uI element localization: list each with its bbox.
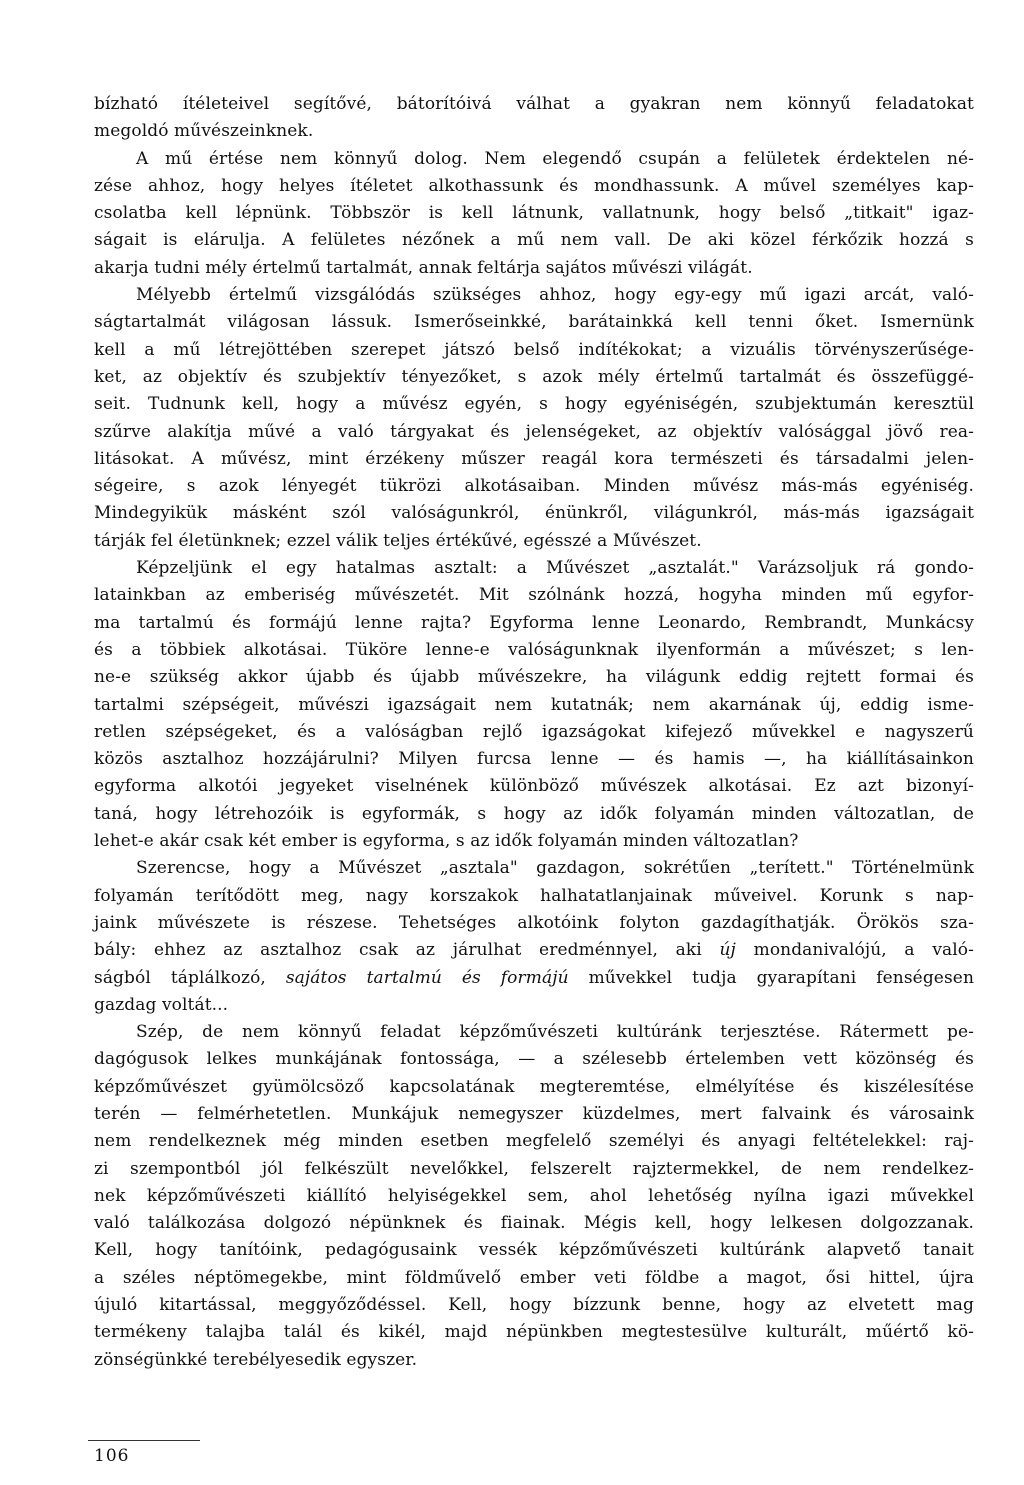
- text-line: ságait is elárulja. A felületes nézőnek a mű nem vall. De aki közel férkőzik hozzá s: [94, 230, 974, 251]
- text-line: Kell, hogy tanítóink, pedagógusaink vessék képzőművészeti kultúránk alapvető tanait: [94, 1240, 974, 1261]
- text-line: ságból táplálkozó, sajátos tartalmú és formájú művekkel tudja gyarapítani fenségesen: [94, 967, 974, 988]
- text-line: Mindegyikük másként szól valóságunkról, énünkről, világunkról, más-más igazságait: [94, 503, 974, 524]
- text-line: nem rendelkeznek még minden esetben megfelelő személyi és anyagi feltételekkel: raj-: [94, 1131, 974, 1152]
- text-line: seit. Tudnunk kell, hogy a művész egyén, s hogy egyéniségén, szubjektumán keresztül: [94, 394, 974, 415]
- text-line: képzőművészet gyümölcsöző kapcsolatának megteremtése, elmélyítése és kiszélesítése: [94, 1076, 974, 1097]
- text-line: szűrve alakítja művé a való tárgyakat és jelenségeket, az objektív valósággal jövő rea-: [94, 421, 974, 442]
- emphasis-text: új: [719, 940, 736, 961]
- text-line: megoldó művészeinknek.: [94, 121, 314, 142]
- text-line: akarja tudni mély értelmű tartalmát, annak feltárja sajátos művészi világát.: [94, 257, 753, 278]
- text-line: Szép, de nem könnyű feladat képzőművészeti kultúránk terjesztése. Rátermett pe-: [136, 1022, 974, 1043]
- text-line: latainkban az emberiség művészetét. Mit szólnánk hozzá, hogyha minden mű egyfor-: [94, 585, 974, 606]
- text-line: Szerencse, hogy a Művészet „asztala" gazdagon, sokrétűen „terített." Történelmünk: [136, 858, 974, 879]
- text-line: Mélyebb értelmű vizsgálódás szükséges ahhoz, hogy egy-egy mű igazi arcát, való-: [136, 285, 974, 306]
- footer-rule: [88, 1440, 200, 1441]
- text-line: termékeny talajba talál és kikél, majd népünkben megtestesülve kulturált, műértő kö-: [94, 1322, 974, 1343]
- text-line: ne-e szükség akkor újabb és újabb művészekre, ha világunk eddig rejtett formai és: [94, 667, 974, 688]
- text-line: dagógusok lelkes munkájának fontossága, — a szélesebb értelemben vett közönség és: [94, 1049, 974, 1070]
- text-line: terén — felmérhetetlen. Munkájuk nemegyszer küzdelmes, mert falvaink és városaink: [94, 1103, 974, 1124]
- text-line: kell a mű létrejöttében szerepet játszó belső indítékokat; a vizuális törvényszerűsége-: [94, 339, 974, 360]
- text-line: és a többiek alkotásai. Tüköre lenne-e valóságunknak ilyenformán a művészet; s len-: [94, 639, 974, 660]
- text-line: zése ahhoz, hogy helyes ítéletet alkothassunk és mondhassunk. A művel személyes kap-: [94, 175, 974, 196]
- text-line: ma tartalmú és formájú lenne rajta? Egyforma lenne Leonardo, Rembrandt, Munkácsy: [94, 612, 974, 633]
- text-line: zönségünkké terebélyesedik egyszer.: [94, 1349, 418, 1370]
- text-line: tárják fel életünknek; ezzel válik teljes értékűvé, egésszé a Művészet.: [94, 530, 702, 551]
- text-line: litásokat. A művész, mint érzékeny műszer reagál kora természeti és társadalmi jelen-: [94, 448, 974, 469]
- text-line: bály: ehhez az asztalhoz csak az járulhat eredménnyel, aki új mondanivalójú, a való-: [94, 940, 974, 961]
- text-line: csolatba kell lépnünk. Többször is kell látnunk, vallatnunk, hogy belső „titkait" igaz-: [94, 203, 974, 224]
- text-line: jaink művészete is részese. Tehetséges alkotóink folyton gazdagíthatják. Örökös sza-: [94, 912, 974, 933]
- text-line: a széles néptömegekbe, mint földművelő ember veti földbe a magot, ősi hittel, újra: [94, 1267, 974, 1288]
- text-line: lehet-e akár csak két ember is egyforma, s az idők folyamán minden változatlan?: [94, 831, 799, 852]
- text-line: folyamán terítődött meg, nagy korszakok halhatatlanjainak műveivel. Korunk s nap-: [94, 885, 974, 906]
- text-line: újuló kitartással, meggyőződéssel. Kell, hogy bízzunk benne, hogy az elvetett mag: [94, 1295, 974, 1316]
- text-line: taná, hogy létrehozóik is egyformák, s hogy az idők folyamán minden változatlan, de: [94, 803, 974, 824]
- text-line: zi szempontból jól felkészült nevelőkkel, felszerelt rajztermekkel, de nem rendelkez-: [94, 1158, 974, 1179]
- text-line: nek képzőművészeti kiállító helyiségekkel sem, ahol lehetőség nyílna igazi művekkel: [94, 1185, 974, 1206]
- text-line: A mű értése nem könnyű dolog. Nem elegendő csupán a felületek érdektelen né-: [136, 148, 974, 169]
- page-number: 106: [94, 1446, 130, 1466]
- text-line: bízható ítéleteivel segítővé, bátorítóivá válhat a gyakran nem könnyű feladatokat: [94, 94, 974, 114]
- text-line: Képzeljünk el egy hatalmas asztalt: a Művészet „asztalát." Varázsoljuk rá gondo-: [136, 558, 974, 579]
- text-line: egyforma alkotói jegyeket viselnének különböző művészek alkotásai. Ez azt bizonyí-: [94, 776, 974, 797]
- text-line: retlen szépségeket, és a valóságban rejlő igazságokat kifejező művekkel e nagyszerű: [94, 721, 974, 742]
- text-line: tartalmi szépségeit, művészi igazságait nem kutatnák; nem akarnának új, eddig isme-: [94, 694, 974, 715]
- text-line: ket, az objektív és szubjektív tényezőket, s azok mély értelmű tartalmát és összefüggé-: [94, 366, 974, 387]
- text-line: közös asztalhoz hozzájárulni? Milyen furcsa lenne — és hamis —, ha kiállításainkon: [94, 749, 974, 770]
- text-line: gazdag voltát...: [94, 994, 229, 1015]
- text-line: ségeire, s azok lényegét tükrözi alkotásaiban. Minden művész más-más egyéniség.: [94, 476, 974, 497]
- text-line: való találkozása dolgozó népünknek és fiainak. Mégis kell, hogy lelkesen dolgozzanak.: [94, 1213, 974, 1234]
- emphasis-text: sajátos tartalmú és formájú: [285, 967, 569, 988]
- body-text: [94, 91, 974, 1374]
- text-line: ságtartalmát világosan lássuk. Ismerőseinkké, barátainkká kell tenni őket. Ismernünk: [94, 312, 974, 333]
